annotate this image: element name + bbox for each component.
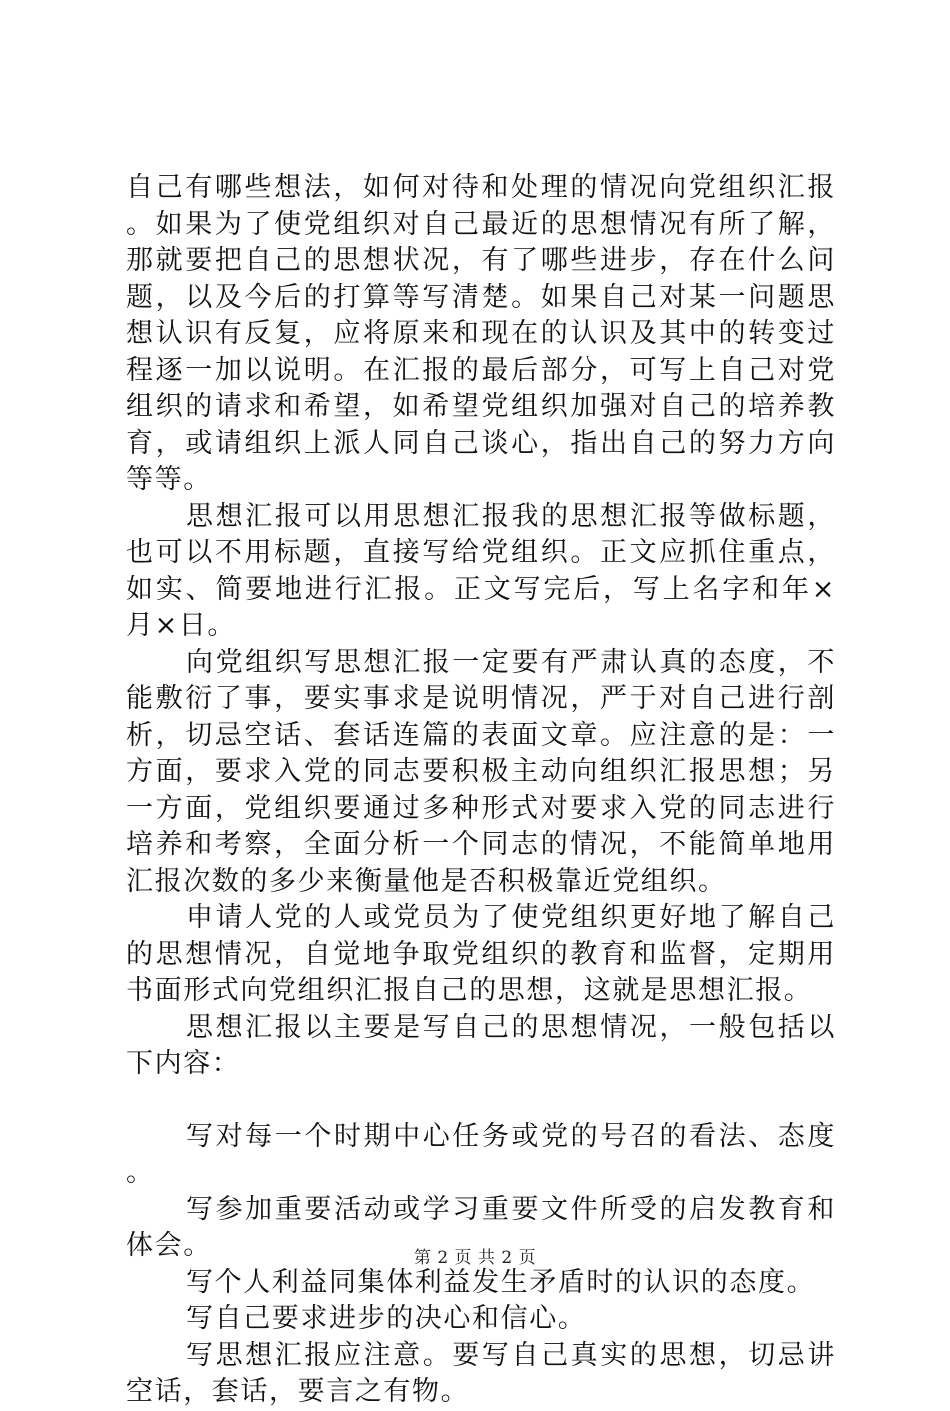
paragraph-continuation: 自己有哪些想法，如何对待和处理的情况向党组织汇报。如果为了使党组织对自己最近的思想情况有所了解，那就要把自己的思想状况，有了哪些进步，存在什么问题，以及今后的打算等写清楚。如果自己对某一问题思想认识有反复，应将原来和现在的认识及其中的转变过程逐一加以说明。在汇报的最后部分，可写上自己对党组织的请求和希望，如希望党组织加强对自己的培养教育，或请组织上派人同自己谈心，指出自己的努力方向等等。 xyxy=(126,172,836,495)
paragraph-definition: 申请人党的人或党员为了使党组织更好地了解自己的思想情况，自觉地争取党组织的教育和监督，定期用书面形式向党组织汇报自己的思想，这就是思想汇报。 xyxy=(126,902,836,1006)
document-body xyxy=(126,170,836,1411)
paragraph-attitude: 向党组织写思想汇报一定要有严肃认真的态度，不能敷衍了事，要实事求是说明情况，严于对自己进行剖析，切忌空话、套话连篇的表面文章。应注意的是：一方面，要求入党的同志要积极主动向组织汇报思想；另一方面，党组织要通过多种形式对要求入党的同志进行培养和考察，全面分析一个同志的情况，不能简单地用汇报次数的多少来衡量他是否积极靠近党组织。 xyxy=(126,646,836,897)
paragraph-content-intro: 思想汇报以主要是写自己的思想情况，一般包括以下内容： xyxy=(126,1011,836,1079)
paragraph-title-guidance: 思想汇报可以用思想汇报我的思想汇报等做标题，也可以不用标题，直接写给党组织。正文应抓住重点，如实、简要地进行汇报。正文写完后，写上名字和年×月×日。 xyxy=(126,500,836,641)
list-item: 写参加重要活动或学习重要文件所受的启发教育和体会。 xyxy=(126,1193,836,1261)
list-item: 写思想汇报应注意。要写自己真实的思想，切忌讲空话，套话，要言之有物。 xyxy=(126,1339,836,1407)
paragraph-spacer xyxy=(126,1083,836,1119)
list-item: 写对每一个时期中心任务或党的号召的看法、态度。 xyxy=(126,1120,836,1188)
list-item: 写个人利益同集体利益发生矛盾时的认识的态度。 xyxy=(186,1266,816,1298)
list-item: 写自己要求进步的决心和信心。 xyxy=(186,1303,587,1334)
page-footer: 第 2 页 共 2 页 xyxy=(413,1248,537,1268)
